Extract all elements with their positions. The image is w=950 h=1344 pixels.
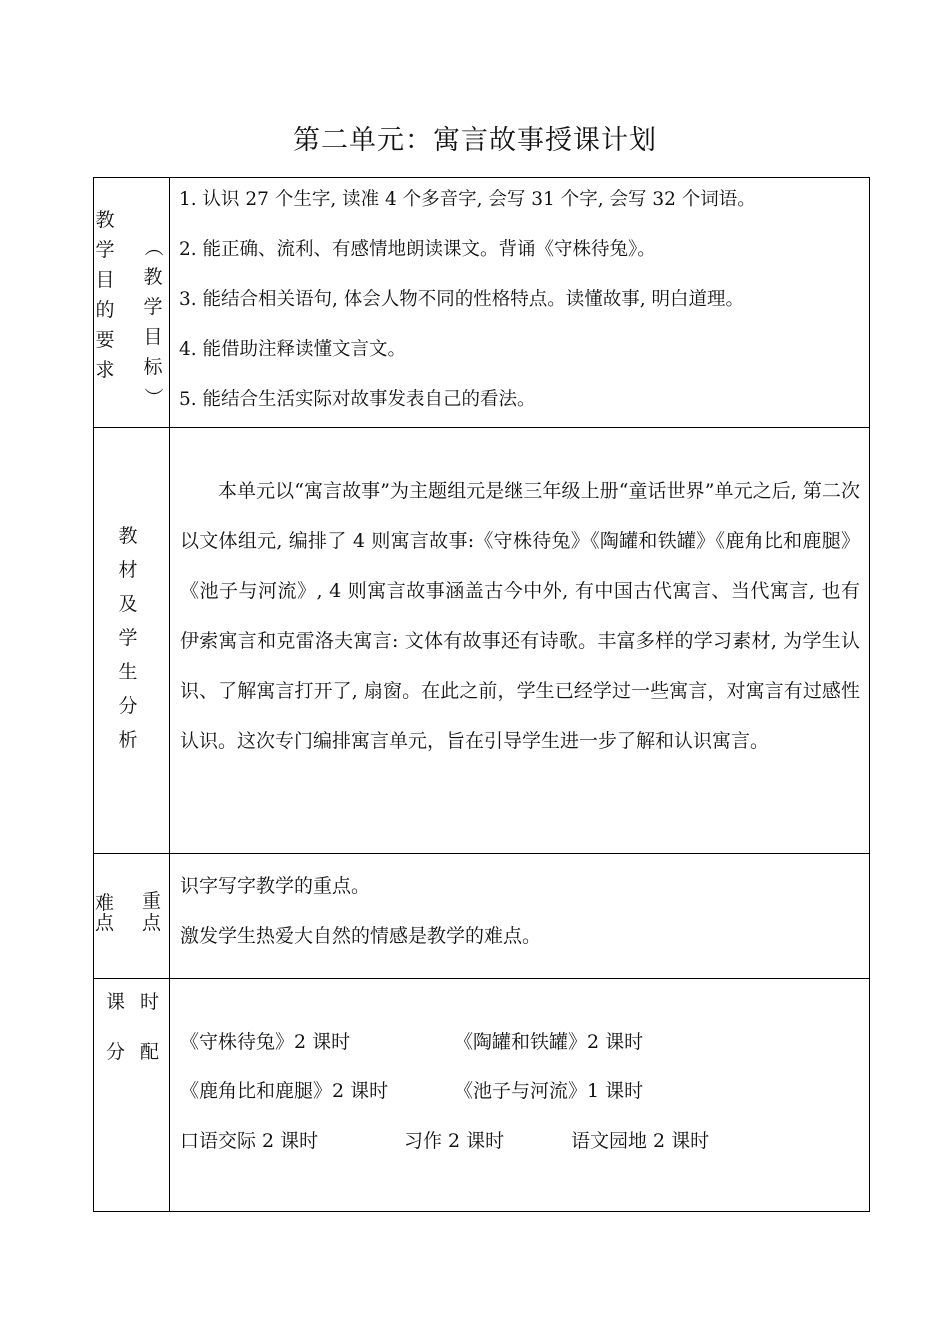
analysis-label-char: 教	[118, 525, 138, 547]
analysis-label-char: 析	[118, 729, 138, 751]
hours-label-ke: 课	[106, 991, 126, 1013]
objectives-label-char: （	[142, 237, 164, 257]
hours-label-pei: 配	[140, 1041, 160, 1063]
lesson-hours: 习作 2 课时	[404, 1130, 505, 1152]
objectives-label-char: 学	[95, 239, 115, 261]
difficulty-item: 激发学生热爱大自然的情感是教学的难点。	[180, 925, 542, 947]
table-border-right	[869, 177, 870, 1212]
objectives-list	[179, 182, 864, 432]
objectives-label-char: 教	[143, 266, 163, 288]
row-divider-2	[93, 853, 870, 854]
objectives-label-char: 求	[95, 359, 115, 381]
analysis-label-char: 及	[118, 593, 138, 615]
analysis-label-char: 材	[118, 559, 138, 581]
objective-item: 3. 能结合相关语句, 体会人物不同的性格特点。读懂故事, 明白道理。	[179, 289, 745, 310]
lesson-hours: 语文园地 2 课时	[571, 1130, 710, 1152]
hours-label-shi: 时	[140, 991, 160, 1013]
analysis-text	[180, 466, 860, 766]
analysis-paragraph: 本单元以“寓言故事”为主题组元是继三年级上册“童话世界”单元之后, 第二次以文体组元, 编排了 4 则寓言故事:《守株待兔》《陶罐和铁罐》《鹿角比和鹿腿》《池子与河流》, 4 则寓言故事涵盖古今中外, 有中国古代寓言、当代寓言, 也有伊索寓言和克雷洛夫寓言: 文体有故事还有诗歌。丰富多样的学习素材, 为学生认识、了解寓言打开了, 扇窗。在此之前，学生已经学过一些寓言，对寓言有过感性认识。这次专门编排寓言单元，旨在引导学生进一步了解和认识寓言。	[180, 480, 860, 752]
objectives-label-char: 标	[143, 356, 163, 378]
lesson-hours: 《守株待兔》2 课时	[180, 1031, 351, 1053]
objectives-label-char: 目	[95, 269, 115, 291]
analysis-label-char: 分	[118, 695, 138, 717]
objective-item: 5. 能结合生活实际对故事发表自己的看法。	[179, 389, 536, 410]
difficulty-label-dian-right: 点	[142, 912, 162, 934]
lesson-hours: 《陶罐和铁罐》2 课时	[454, 1031, 644, 1053]
analysis-label-char: 学	[118, 627, 138, 649]
analysis-label-char: 生	[118, 661, 138, 683]
objectives-label-char: 教	[95, 209, 115, 231]
difficulty-label-dian-left: 点	[95, 912, 115, 934]
page-title: 第二单元：寓言故事授课计划	[293, 125, 657, 156]
hours-label-fen: 分	[106, 1041, 126, 1063]
objectives-label-char: ）	[142, 387, 164, 407]
row-divider-3	[93, 978, 870, 979]
objectives-label-char: 的	[95, 299, 115, 321]
lesson-hours: 《鹿角比和鹿腿》2 课时	[180, 1080, 389, 1102]
objective-item: 1. 认识 27 个生字, 读准 4 个多音字, 会写 31 个字, 会写 32 个词语。	[179, 189, 756, 210]
objectives-label-left	[94, 205, 116, 385]
difficulty-label-zhong: 重	[142, 890, 162, 912]
objectives-label-char: 学	[143, 296, 163, 318]
objective-item: 2. 能正确、流利、有感情地朗读课文。背诵《守株待兔》。	[179, 239, 656, 260]
column-divider	[169, 177, 170, 1212]
analysis-label	[117, 519, 139, 757]
difficulty-label-nan: 难	[95, 892, 115, 914]
table-border-bottom	[93, 1211, 870, 1212]
objective-item: 4. 能借助注释读懂文言文。	[179, 339, 407, 360]
difficulty-list	[180, 868, 541, 968]
objectives-label-char: 要	[95, 329, 115, 351]
lesson-hours: 《池子与河流》1 课时	[454, 1080, 644, 1102]
objectives-label-char: 目	[143, 326, 163, 348]
objectives-label-right	[142, 232, 164, 412]
table-border-top	[93, 177, 870, 178]
lesson-hours: 口语交际 2 课时	[180, 1130, 319, 1152]
difficulty-item: 识字写字教学的重点。	[180, 875, 371, 897]
